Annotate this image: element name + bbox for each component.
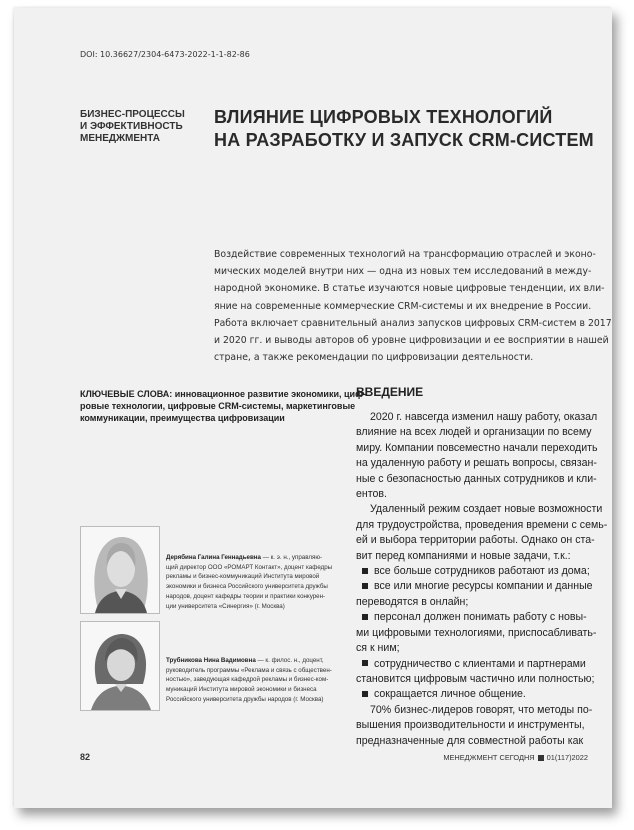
keywords-line: КЛЮЧЕВЫЕ СЛОВА: инновационное развитие экономики, циф- — [80, 389, 366, 399]
abstract-line: народной экономике. В статье изучаются новые цифровые тенденции, их вли- — [214, 283, 605, 295]
rubric-line: МЕНЕДЖМЕНТА — [80, 133, 160, 144]
body-line: ентов. — [356, 488, 387, 501]
square-separator-icon — [538, 755, 544, 761]
body-line: предназначенные для совместной работы как — [356, 734, 584, 747]
author-bio-line: руководитель программы «Реклама и связь с обществен- — [166, 666, 332, 674]
author-bio-1 — [166, 553, 341, 611]
author-bio-line: щий директор ООО «РОМАРТ Контакт», доцент кафедры — [166, 563, 333, 571]
bullet-text: все или многие ресурсы компании и данные — [374, 580, 593, 593]
journal-page — [14, 8, 612, 808]
body-line: вышения производительности и инструменты, — [356, 719, 585, 732]
bullet-item — [356, 564, 601, 579]
body-line: Удаленный режим создает новые возможности — [370, 503, 603, 516]
author-bio-line: рекламы и бизнес-коммуникаций Института мировой — [166, 573, 320, 581]
author-name: Дерябина Галина Геннадьевна — [166, 554, 261, 561]
body-line: влияние на всех людей и организации по всему — [356, 426, 592, 439]
abstract-line: стране, а также рекомендации по цифровизации деятельности. — [214, 352, 534, 364]
page-number: 82 — [80, 752, 91, 762]
article-title — [214, 106, 594, 152]
keywords-line: ровые технологии, цифровые CRM-системы, маркетинговые — [80, 401, 356, 411]
abstract — [214, 246, 612, 366]
body-line: 70% бизнес-лидеров говорят, что методы по- — [370, 703, 593, 716]
bullet-text: персонал должен понимать работу с новы- — [374, 611, 587, 624]
body-line: ей и выбора территории работы. Однако он ста- — [356, 534, 595, 547]
bullet-square-icon — [362, 568, 368, 574]
body-line: для трудоустройства, проведения времени с семь- — [356, 518, 608, 531]
bullet-square-icon — [362, 691, 368, 697]
journal-issue: 01(117)2022 — [546, 753, 588, 762]
body-text — [356, 410, 608, 749]
body-line: миру. Компании повсеместно начали переходить — [356, 441, 598, 454]
body-line: на удаленную работу и решать вопросы, связан- — [356, 457, 597, 470]
body-line: ми цифровыми технологиями, приспосабливать- — [356, 626, 597, 639]
author-bio-2 — [166, 656, 341, 705]
abstract-line: яние на современные коммерческие CRM-системы и их внедрение в России. — [214, 300, 592, 312]
author-bio-line: ции университета «Синергия» (г. Москва) — [166, 602, 285, 610]
author-bio-line: ностью», заведующая кафедрой рекламы и бизнес-ком- — [166, 676, 329, 684]
abstract-line: и 2020 гг. и выводы авторов об уровне цифровизации и ее восприятии в нашей — [214, 335, 609, 347]
bullet-text: сокращается личное общение. — [374, 688, 526, 701]
bullet-item — [356, 657, 601, 672]
bullet-item — [356, 687, 601, 702]
author-bio-line: муникаций Института мировой экономики и бизнеса — [166, 686, 317, 694]
journal-footer — [443, 753, 588, 762]
section-heading: ВВЕДЕНИЕ — [356, 385, 424, 399]
bullet-square-icon — [362, 614, 368, 620]
keywords-line: коммуникации, преимущества цифровизации — [80, 413, 285, 423]
rubric-line: БИЗНЕС-ПРОЦЕССЫ — [80, 109, 185, 120]
body-line: становится цифровым частично или полностью; — [356, 672, 595, 685]
author-bio-line: экономики и бизнеса Российского университета дружбы — [166, 583, 328, 591]
bullet-square-icon — [362, 660, 368, 666]
body-line: ные с безопасностью данных сотрудников и кли- — [356, 472, 597, 485]
author-bio-line: народов, доцент кафедры теории и практики конкурен- — [166, 592, 326, 600]
abstract-line: Работа включает сравнительный анализ запусков цифровых CRM-систем в 2017 — [214, 317, 612, 329]
keywords — [80, 388, 366, 424]
journal-name: МЕНЕДЖМЕНТ СЕГОДНЯ — [443, 753, 535, 762]
bullet-item — [356, 579, 601, 594]
rubric-line: И ЭФФЕКТИВНОСТЬ — [80, 121, 183, 132]
rubric-heading — [80, 109, 200, 145]
body-line: 2020 г. навсегда изменил нашу работу, оказал — [370, 411, 598, 423]
bullet-text: сотрудничество с клиентами и партнерами — [374, 657, 586, 670]
bullet-item — [356, 610, 601, 625]
bullet-square-icon — [362, 583, 368, 589]
author-bio-line: — к. филос. н., доцент, — [255, 657, 324, 664]
title-line: ВЛИЯНИЕ ЦИФРОВЫХ ТЕХНОЛОГИЙ — [214, 107, 553, 127]
author-bio-line: — к. э. н., управляю- — [260, 554, 323, 561]
bullet-text: все больше сотрудников работают из дома; — [374, 565, 590, 578]
body-line: ся к ним; — [356, 642, 400, 655]
author-photo-1 — [80, 526, 160, 614]
title-line: НА РАЗРАБОТКУ И ЗАПУСК CRM-СИСТЕМ — [214, 130, 594, 150]
author-bio-line: Российского университета дружбы народов (г. Москва) — [166, 695, 324, 703]
abstract-line: Воздействие современных технологий на трансформацию отраслей и эконо- — [214, 249, 596, 260]
author-photo-2 — [80, 621, 160, 711]
abstract-line: мических моделей внутри них — одна из новых тем исследований в между- — [214, 266, 592, 278]
body-line: переводятся в онлайн; — [356, 595, 469, 608]
doi-line: DOI: 10.36627/2304-6473-2022-1-1-82-86 — [80, 50, 250, 59]
author-name: Трубникова Нина Вадимовна — [166, 657, 256, 664]
body-line: вит перед компаниями и новые задачи, т.к.: — [356, 549, 571, 562]
